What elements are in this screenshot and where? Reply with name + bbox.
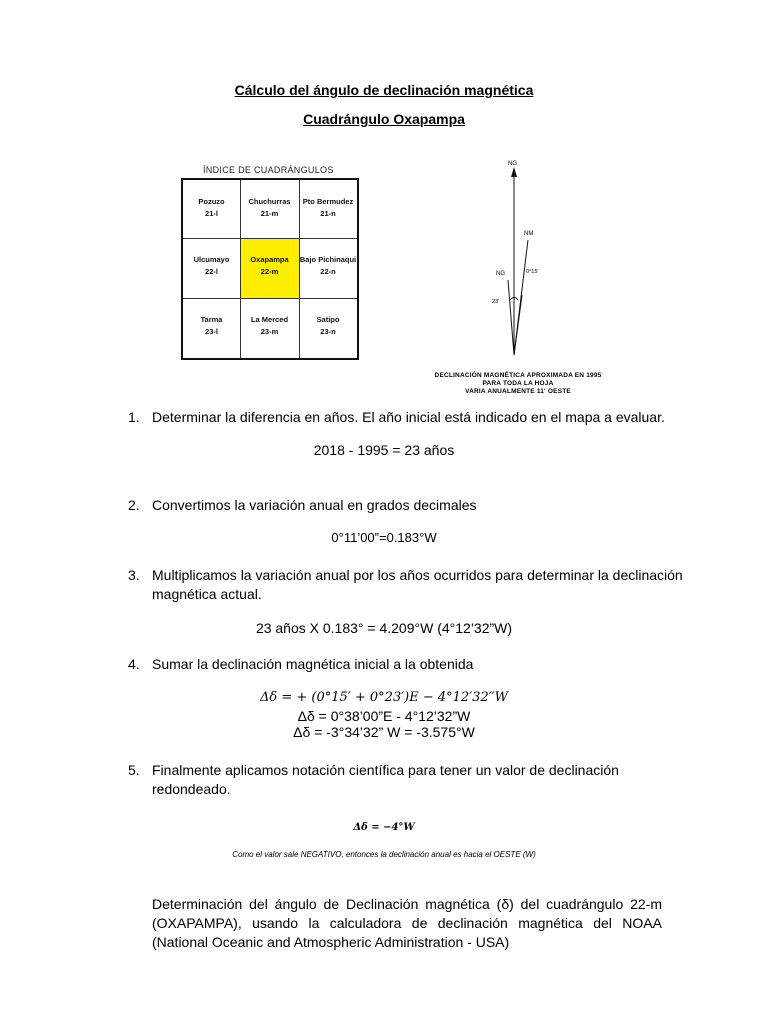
- grid-divider: [183, 298, 357, 299]
- angle-right-label: 0°15': [526, 269, 539, 275]
- grid-cell: Bajo Pichinaqui 22-n: [299, 255, 357, 276]
- step-5: 5. Finalmente aplicamos notación científica para tener un valor de declinación redondeado.: [128, 762, 619, 797]
- closing-paragraph: Determinación del ángulo de Declinación magnética (δ) del cuadrángulo 22-m (OXAPAMPA), usando la calculadora de declinación magnética del NOAA (National Oceanic and Atmospheric Administration - USA): [152, 896, 662, 950]
- step-4: 4. Sumar la declinación magnética inicial a la obtenida: [128, 656, 474, 672]
- step-4-line2: Δδ = 0°38’00”E - 4°12’32”W: [297, 708, 471, 724]
- step-5-formula: Δδ = −4°W: [353, 822, 415, 833]
- ng-left-label: NG: [496, 271, 505, 277]
- step-3-result: 23 años X 0.183° = 4.209°W (4°12’32”W): [255, 620, 513, 636]
- grid-cell: La Merced 23-m: [250, 315, 289, 336]
- step-1-result: 2018 - 1995 = 23 años: [313, 442, 455, 458]
- declination-caption: DECLINACIÓN MAGNÉTICA APROXIMADA EN 1995 PARA TODA LA HOJA VARIA ANUALMENTE 11' OESTE: [434, 372, 602, 395]
- grid-cell: Satipo 23-n: [316, 315, 340, 336]
- grid-cell: Ulcumayo 22-l: [193, 255, 230, 276]
- angle-left-label: 23': [492, 299, 500, 305]
- step-1: 1. Determinar la diferencia en años. El año inicial está indicado en el mapa a evaluar.: [128, 409, 665, 425]
- grid-title: ÍNDICE DE CUADRÁNGULOS: [203, 165, 334, 175]
- angle-line: [514, 295, 522, 355]
- page-subtitle: Cuadrángulo Oxapampa: [303, 111, 465, 127]
- ng-arrow: [511, 167, 517, 177]
- page-title: Cálculo del ángulo de declinación magnética: [234, 82, 534, 98]
- grid-cell: Chuchurras 21-m: [248, 197, 291, 218]
- grid-cell: Tarma 23-l: [200, 315, 223, 336]
- step-2-result: 0°11’00”=0.183°W: [331, 530, 437, 545]
- grid-cell: Pto Bermudez 21-n: [302, 197, 354, 218]
- step-4-line3: Δδ = -3°34’32” W = -3.575°W: [293, 724, 475, 740]
- ng-top-label: NG: [508, 161, 517, 167]
- step-4-formula: Δδ = + (0°15′ + 0°23′)E − 4°12′32′′W: [260, 690, 508, 705]
- declination-diagram: [470, 155, 580, 360]
- quadrangle-index-grid: [181, 178, 359, 360]
- step-2: 2. Convertimos la variación anual en grados decimales: [128, 497, 477, 513]
- step-3: 3. Multiplicamos la variación anual por los años ocurridos para determinar la declinación magnética actual.: [128, 567, 683, 602]
- grid-cell: Pozuzo 21-l: [198, 197, 225, 218]
- grid-cell-highlighted: Oxapampa 22-m: [250, 255, 289, 276]
- nm-label: NM: [524, 231, 534, 237]
- ng-line-left: [508, 280, 514, 355]
- step-5-note: Como el valor sale NEGATIVO, entonces la declinación anual es hacia el OESTE (W): [232, 850, 536, 859]
- grid-divider: [183, 238, 357, 239]
